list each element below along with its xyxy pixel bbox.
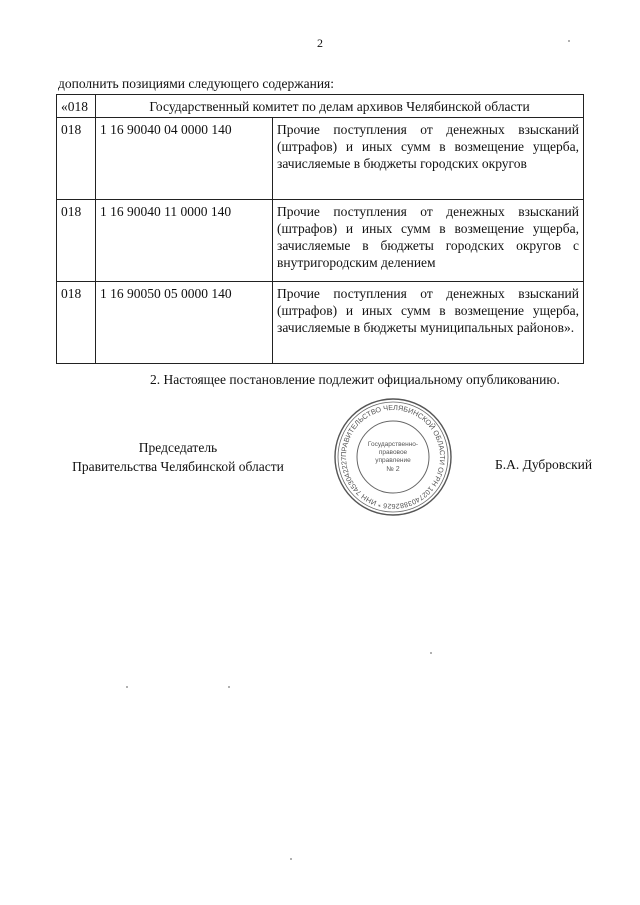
stamp-inner-line3: управление — [375, 457, 411, 464]
official-stamp — [332, 396, 454, 518]
header-title: Государственный комитет по делам архивов Челябинской области — [96, 95, 584, 118]
scan-speck — [568, 40, 570, 42]
scan-speck — [126, 686, 128, 688]
scan-speck — [228, 686, 230, 688]
row-kbk: 1 16 90040 11 0000 140 — [96, 200, 273, 282]
row-description: Прочие поступления от денежных взысканий (штрафов) и иных сумм в возмещение ущерба, зачисляемые в бюджеты городских округов с внутригородским делением — [273, 200, 584, 282]
row-kbk: 1 16 90050 05 0000 140 — [96, 282, 273, 364]
stamp-inner-line2: правовое — [378, 449, 408, 456]
signatory-title-line1: Председатель — [138, 440, 218, 455]
table-header-row — [57, 95, 584, 118]
row-kbk: 1 16 90040 04 0000 140 — [96, 118, 273, 200]
positions-table — [56, 94, 584, 364]
signatory-name: Б.А. Дубровский — [495, 457, 593, 472]
stamp-inner-line1: Государственно- — [367, 441, 419, 448]
signatory-title-line2: Правительства Челябинской области — [72, 459, 284, 474]
scan-speck — [430, 652, 432, 654]
table-row — [57, 118, 584, 200]
signatory-title — [58, 438, 298, 476]
table-row — [57, 200, 584, 282]
row-code: 018 — [57, 118, 96, 200]
table-row — [57, 282, 584, 364]
intro-text: дополнить позициями следующего содержания: — [58, 76, 335, 91]
row-code: 018 — [57, 282, 96, 364]
row-code: 018 — [57, 200, 96, 282]
stamp-outer-text: ПРАВИТЕЛЬСТВО ЧЕЛЯБИНСКОЙ ОБЛАСТИ ОГРН 1027403882626 * ИНН 7453042227 — [338, 402, 448, 512]
stamp-inner-line4: № 2 — [386, 466, 400, 473]
row-description: Прочие поступления от денежных взысканий (штрафов) и иных сумм в возмещение ущерба, зачисляемые в бюджеты муниципальных районов». — [273, 282, 584, 364]
row-description: Прочие поступления от денежных взысканий (штрафов) и иных сумм в возмещение ущерба, зачисляемые в бюджеты городских округов — [273, 118, 584, 200]
scan-speck — [290, 858, 292, 860]
page-number: 2 — [317, 36, 323, 50]
header-code: «018 — [57, 95, 96, 118]
point-2-text: 2. Настоящее постановление подлежит официальному опубликованию. — [150, 372, 560, 387]
